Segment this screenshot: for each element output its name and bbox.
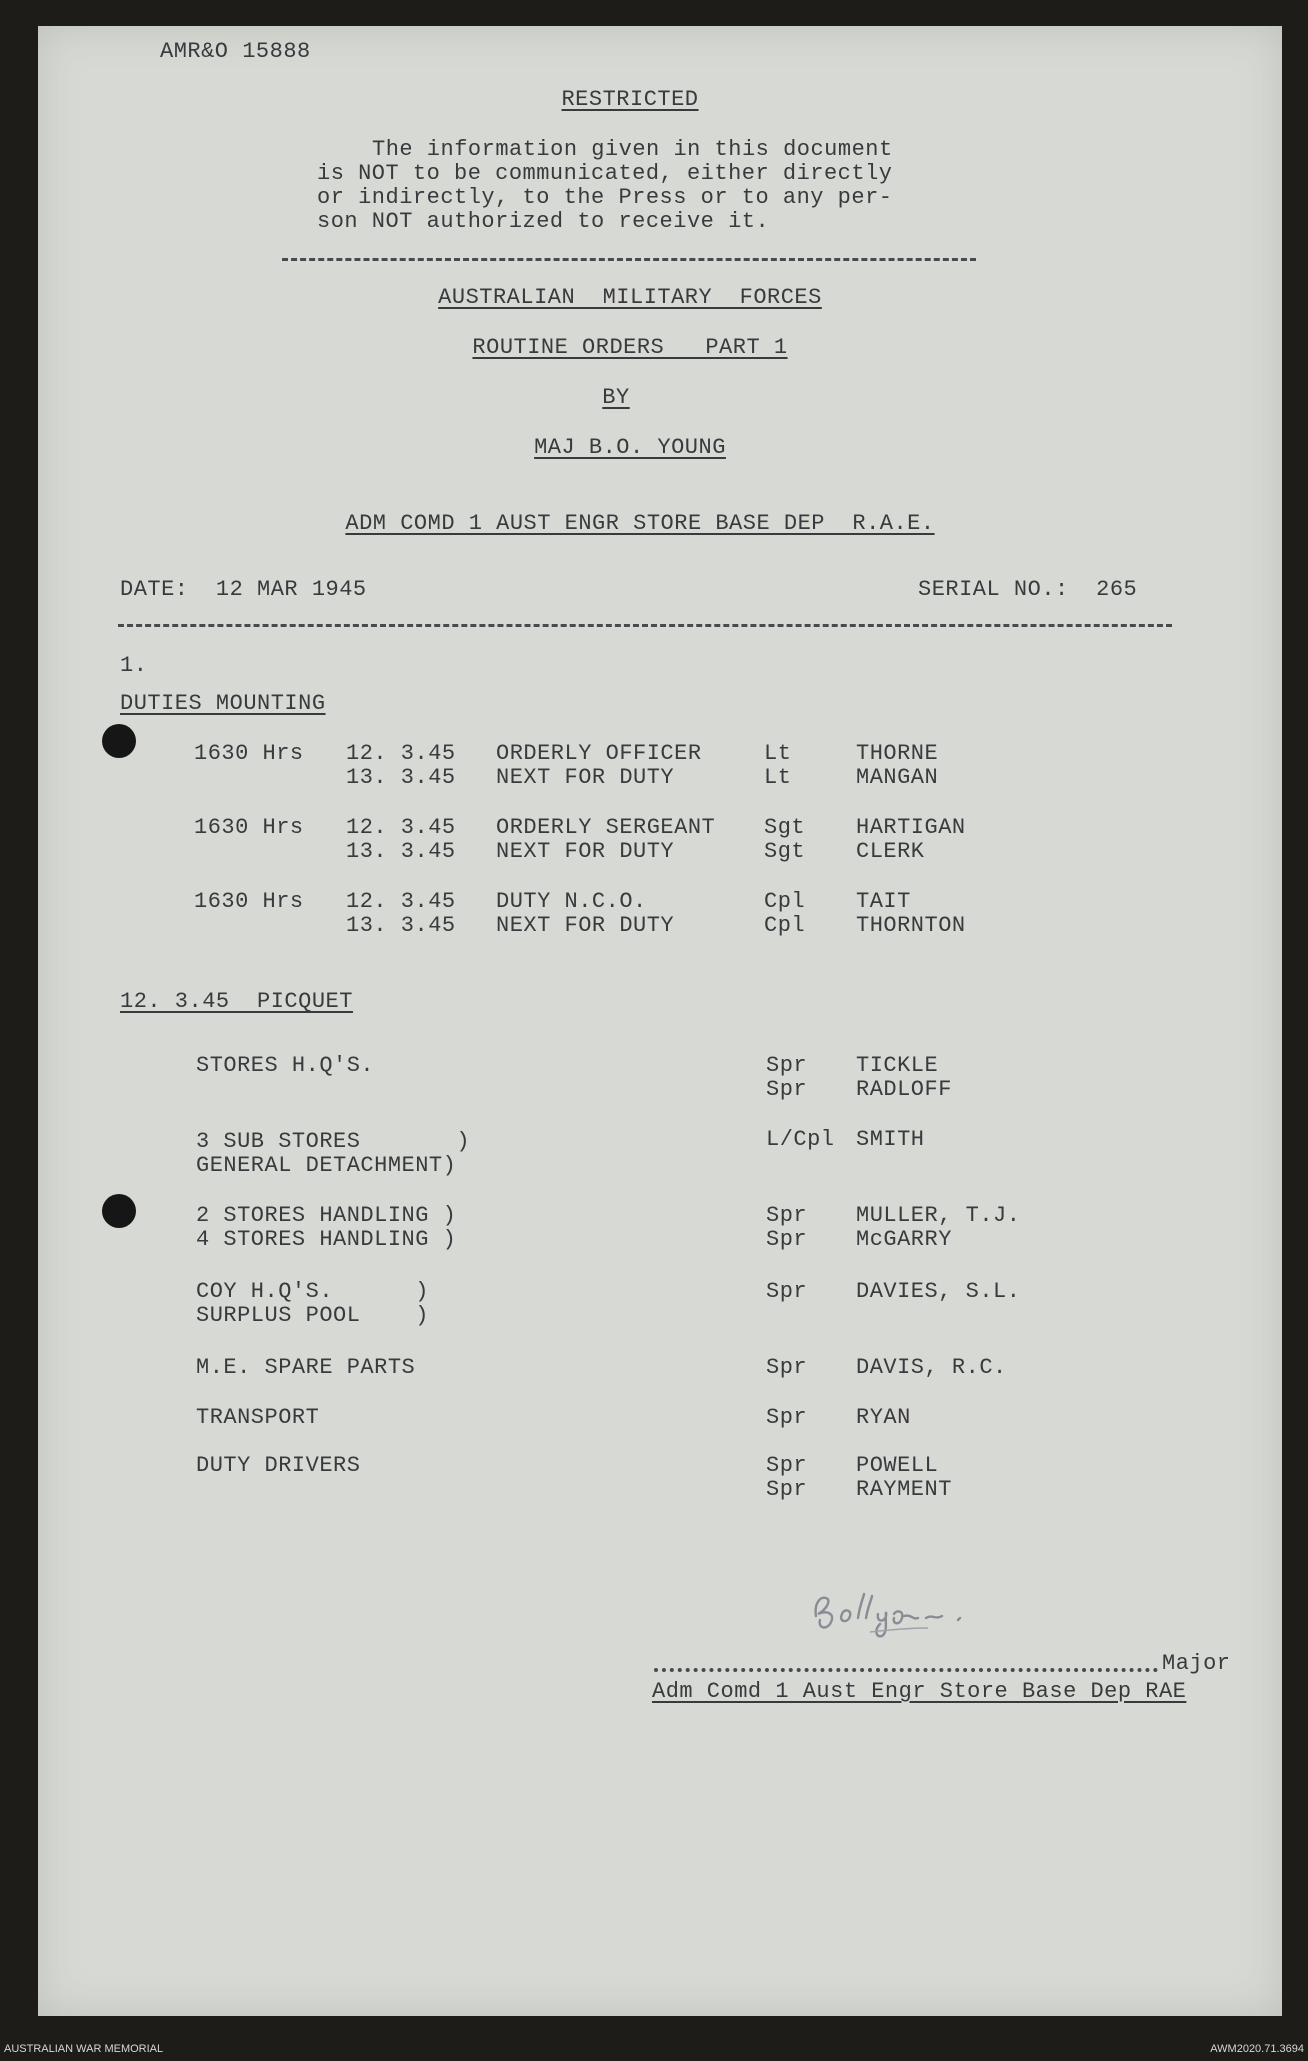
- divider: [282, 258, 976, 261]
- duty-date: 13. 3.45: [346, 839, 456, 864]
- section-number: 1.: [120, 653, 148, 678]
- by-line: BY: [602, 385, 630, 410]
- picquet-unit: DUTY DRIVERS: [196, 1453, 361, 1478]
- duty-person: THORNE: [856, 741, 939, 766]
- picquet-name: DAVIS, R.C.: [856, 1355, 1007, 1380]
- duty-date: 12. 3.45: [346, 741, 456, 766]
- duty-person: CLERK: [856, 839, 925, 864]
- picquet-name: RADLOFF: [856, 1077, 952, 1102]
- duty-rank: Lt: [764, 741, 792, 766]
- picquet-unit: STORES H.Q'S.: [196, 1053, 375, 1078]
- serial-line: SERIAL NO.: 265: [918, 577, 1138, 602]
- duty-rank: Sgt: [764, 815, 806, 840]
- duty-rank: Lt: [764, 765, 792, 790]
- picquet-name: TICKLE: [856, 1053, 939, 1078]
- picquet-unit: 2 STORES HANDLING ): [196, 1203, 457, 1228]
- command-line: ADM COMD 1 AUST ENGR STORE BASE DEP R.A.E.: [345, 511, 935, 536]
- duty-time: 1630 Hrs: [194, 889, 304, 914]
- picquet-rank: Spr: [766, 1227, 808, 1252]
- picquet-rank: Spr: [766, 1405, 808, 1430]
- picquet-unit: 4 STORES HANDLING ): [196, 1227, 457, 1252]
- duties-heading: DUTIES MOUNTING: [120, 691, 326, 716]
- duty-name: ORDERLY SERGEANT: [496, 815, 716, 840]
- picquet-unit: 3 SUB STORES ): [196, 1129, 471, 1154]
- picquet-name: RYAN: [856, 1405, 911, 1430]
- date-line: DATE: 12 MAR 1945: [120, 577, 367, 602]
- duty-person: THORNTON: [856, 913, 966, 938]
- picquet-unit: GENERAL DETACHMENT): [196, 1153, 457, 1178]
- picquet-rank: L/Cpl: [766, 1127, 835, 1152]
- duty-name: NEXT FOR DUTY: [496, 765, 675, 790]
- signature-rank: Major: [1162, 1651, 1231, 1676]
- picquet-rank: Spr: [766, 1077, 808, 1102]
- duty-rank: Sgt: [764, 839, 806, 864]
- picquet-heading: 12. 3.45 PICQUET: [120, 989, 353, 1014]
- duty-person: MANGAN: [856, 765, 939, 790]
- divider: [118, 624, 1172, 627]
- handwritten-signature: [808, 1574, 1038, 1644]
- duty-name: ORDERLY OFFICER: [496, 741, 702, 766]
- notice-line-2: is NOT to be communicated, either directly: [317, 161, 893, 186]
- document-reference: AMR&O 15888: [160, 39, 311, 64]
- picquet-rank: Spr: [766, 1279, 808, 1304]
- org-heading: AUSTRALIAN MILITARY FORCES: [438, 285, 822, 310]
- picquet-name: DAVIES, S.L.: [856, 1279, 1021, 1304]
- picquet-rank: Spr: [766, 1203, 808, 1228]
- picquet-rank: Spr: [766, 1477, 808, 1502]
- duty-person: HARTIGAN: [856, 815, 966, 840]
- duty-rank: Cpl: [764, 889, 806, 914]
- duty-name: DUTY N.C.O.: [496, 889, 647, 914]
- orders-title: ROUTINE ORDERS PART 1: [472, 335, 788, 360]
- picquet-unit: SURPLUS POOL ): [196, 1303, 429, 1328]
- duty-person: TAIT: [856, 889, 911, 914]
- signature-line: [654, 1668, 1158, 1672]
- picquet-unit: COY H.Q'S. ): [196, 1279, 429, 1304]
- picquet-unit: M.E. SPARE PARTS: [196, 1355, 416, 1380]
- duty-name: NEXT FOR DUTY: [496, 913, 675, 938]
- duty-date: 12. 3.45: [346, 889, 456, 914]
- notice-line-4: son NOT authorized to receive it.: [317, 209, 770, 234]
- signature-title: Adm Comd 1 Aust Engr Store Base Dep RAE: [652, 1679, 1187, 1704]
- picquet-rank: Spr: [766, 1355, 808, 1380]
- binder-hole: [102, 724, 136, 758]
- document-page: [38, 26, 1282, 2016]
- binder-hole: [102, 1194, 136, 1228]
- duty-time: 1630 Hrs: [194, 741, 304, 766]
- notice-line-1: The information given in this document: [372, 137, 893, 162]
- picquet-name: POWELL: [856, 1453, 939, 1478]
- duty-date: 13. 3.45: [346, 765, 456, 790]
- picquet-name: SMITH: [856, 1127, 925, 1152]
- picquet-name: McGARRY: [856, 1227, 952, 1252]
- picquet-name: MULLER, T.J.: [856, 1203, 1021, 1228]
- archive-footer-left: AUSTRALIAN WAR MEMORIAL: [4, 2043, 164, 2055]
- archive-footer-right: AWM2020.71.3694: [1210, 2043, 1304, 2055]
- classification-heading: RESTRICTED: [561, 87, 699, 112]
- duty-time: 1630 Hrs: [194, 815, 304, 840]
- officer-name: MAJ B.O. YOUNG: [534, 435, 726, 460]
- duty-date: 13. 3.45: [346, 913, 456, 938]
- notice-line-3: or indirectly, to the Press or to any per-: [317, 185, 893, 210]
- picquet-unit: TRANSPORT: [196, 1405, 320, 1430]
- picquet-name: RAYMENT: [856, 1477, 952, 1502]
- duty-rank: Cpl: [764, 913, 806, 938]
- picquet-rank: Spr: [766, 1453, 808, 1478]
- duty-date: 12. 3.45: [346, 815, 456, 840]
- picquet-rank: Spr: [766, 1053, 808, 1078]
- duty-name: NEXT FOR DUTY: [496, 839, 675, 864]
